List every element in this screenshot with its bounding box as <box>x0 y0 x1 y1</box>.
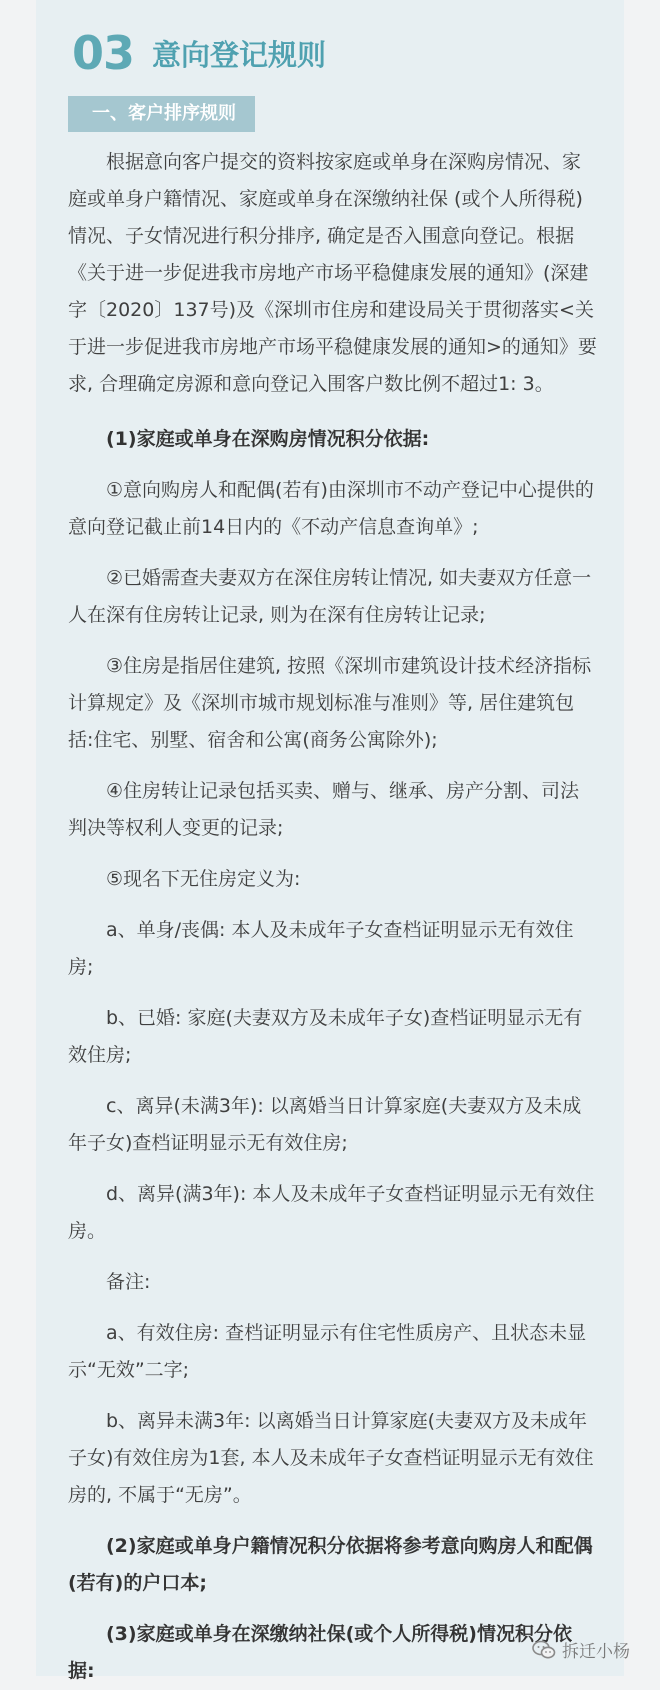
paragraph-heading-1: (1)家庭或单身在深购房情况积分依据: <box>106 428 430 450</box>
paragraph-intro: 根据意向客户提交的资料按家庭或单身在深购房情况、家庭或单身户籍情况、家庭或单身在深缴纳社保 (或个人所得税) 情况、子女情况进行积分排序, 确定是否入围意向登记。根据《关于进一步促进我市房地产市场平稳健康发展的通知》(深建字〔2020〕137号)及《深圳市住房和建设局关于贯彻落实<关于进一步促进我市房地产市场平稳健康发展的通知>的通知》要求, 合理确定房源和意向登记入围客户数比例不超过1: 3。 <box>68 151 597 395</box>
paragraph-item-1: ①意向购房人和配偶(若有)由深圳市不动产登记中心提供的意向登记截止前14日内的《不动产信息查询单》; <box>68 479 594 538</box>
section-title: 意向登记规则 <box>152 38 327 72</box>
wechat-icon <box>532 1640 556 1660</box>
paragraph-def-c: c、离异(未满3年): 以离婚当日计算家庭(夫妻双方及未成年子女)查档证明显示无有效住房; <box>68 1095 582 1154</box>
paragraph-def-d: d、离异(满3年): 本人及未成年子女查档证明显示无有效住房。 <box>68 1183 595 1242</box>
paragraph-item-5: ⑤现名下无住房定义为: <box>106 868 301 890</box>
watermark <box>532 1637 630 1662</box>
paragraph-item-4: ④住房转让记录包括买卖、赠与、继承、房产分割、司法判决等权利人变更的记录; <box>68 780 580 839</box>
paragraph-def-a: a、单身/丧偶: 本人及未成年子女查档证明显示无有效住房; <box>68 919 574 978</box>
paragraph-note-a: a、有效住房: 查档证明显示有住宅性质房产、且状态未显示“无效”二字; <box>68 1322 587 1381</box>
section-number: 03 <box>72 26 135 80</box>
watermark-text: 拆迁小杨 <box>562 1642 630 1662</box>
paragraph-def-b: b、已婚: 家庭(夫妻双方及未成年子女)查档证明显示无有效住房; <box>68 1007 583 1066</box>
article-body <box>68 144 598 1690</box>
paragraph-note-label: 备注: <box>106 1271 151 1293</box>
paragraph-heading-3: (3)家庭或单身在深缴纳社保(或个人所得税)情况积分依据: <box>68 1623 572 1682</box>
paragraph-note-b: b、离异未满3年: 以离婚当日计算家庭(夫妻双方及未成年子女)有效住房为1套, 本人及未成年子女查档证明显示无有效住房的, 不属于“无房”。 <box>68 1410 594 1506</box>
paragraph-item-3: ③住房是指居住建筑, 按照《深圳市建筑设计技术经济指标计算规定》及《深圳市城市规划标准与准则》等, 居住建筑包括:住宅、别墅、宿舍和公寓(商务公寓除外); <box>68 655 592 751</box>
subsection-label: 一、客户排序规则 <box>68 96 255 132</box>
paragraph-item-2: ②已婚需查夫妻双方在深住房转让情况, 如夫妻双方任意一人在深有住房转让记录, 则为在深有住房转让记录; <box>68 567 592 626</box>
section-header <box>72 18 326 78</box>
paragraph-heading-2: (2)家庭或单身户籍情况积分依据将参考意向购房人和配偶(若有)的户口本; <box>68 1535 593 1594</box>
